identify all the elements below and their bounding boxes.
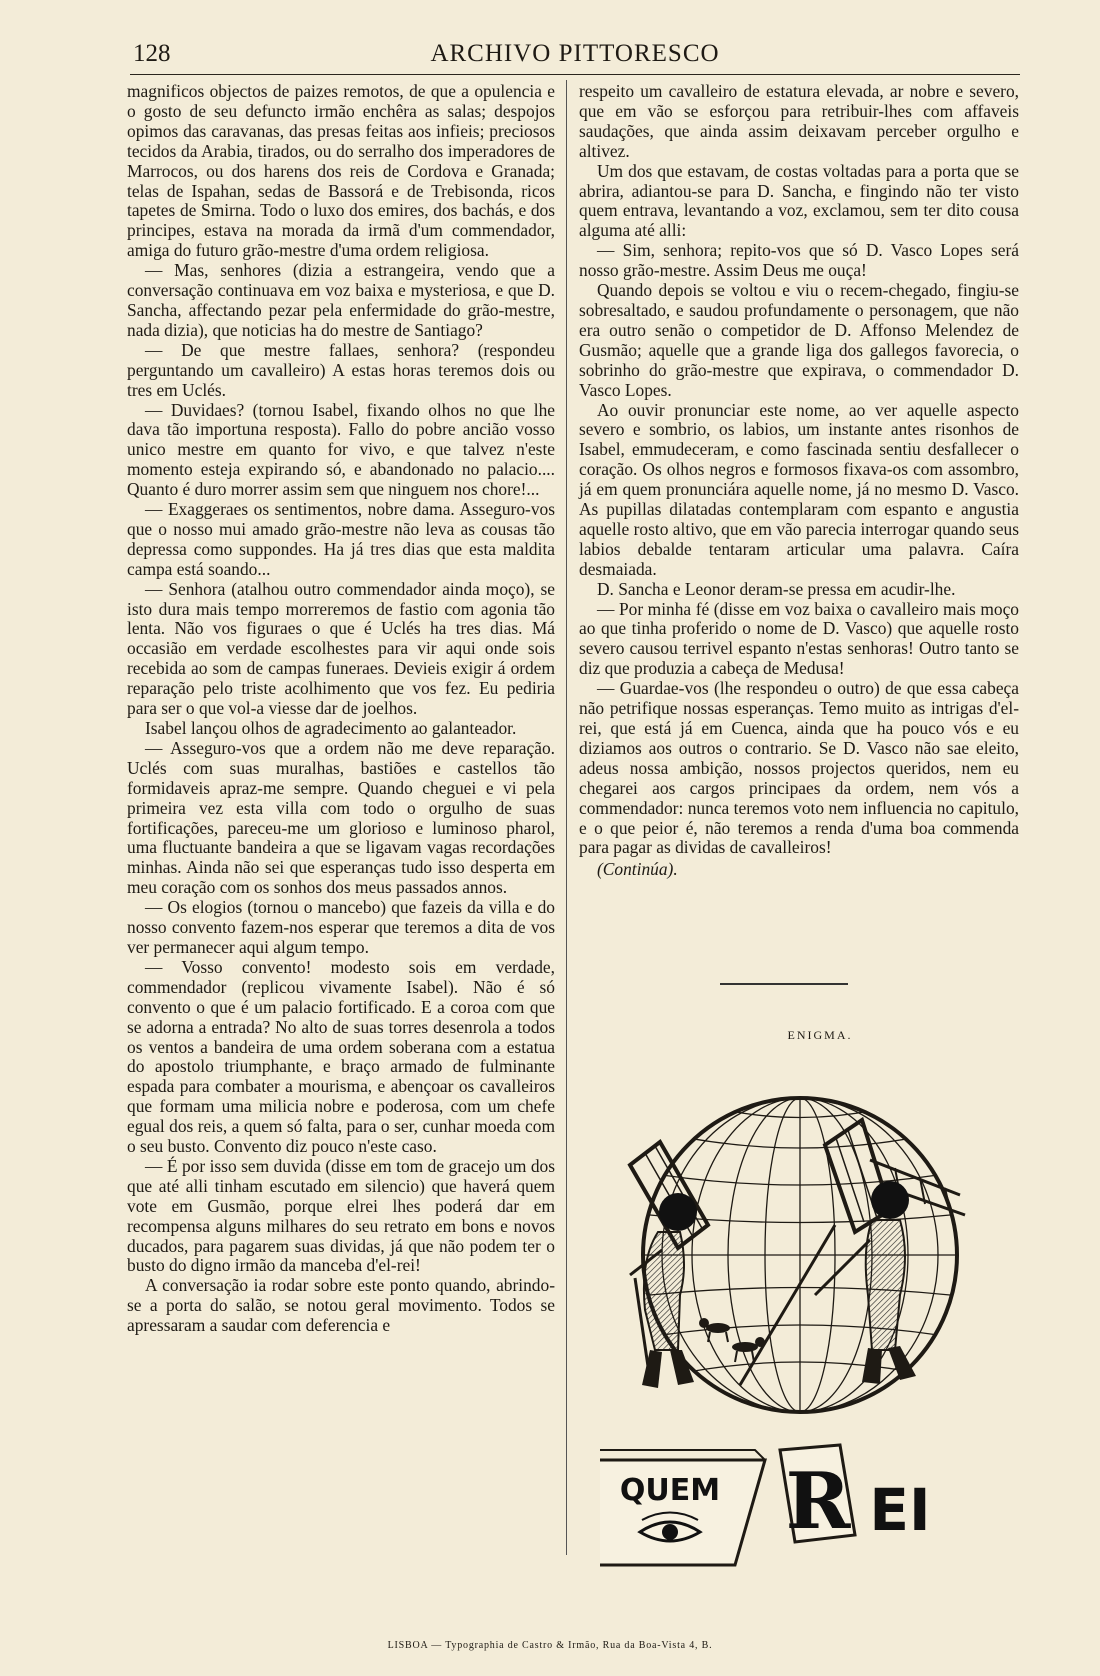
footer-imprint: LISBOA — Typographia de Castro & Irmão, Rua da Boa-Vista 4, B. xyxy=(387,1640,713,1651)
paragraph: — Guardae-vos (lhe respondeu o outro) de que essa cabeça não petrifique nossas esperanças. Temo muito as intrigas d'el-rei, que está já em Cuenca, ainda que ha pouco vós e eu diziamos aos outros o contrario. Se D. Vasco não sae eleito, adeus nossa ambição, nossos projectos queridos, nem eu chegarei aos cargos principaes da ordem, nem vós a commendador: nunca teremos voto nem influencia no capitulo, e o que peior é, não teremos a renda d'uma boa commenda para pagar as dividas de cavalleiros! xyxy=(579,678,1019,858)
page-header xyxy=(130,40,1020,75)
letter-r: R xyxy=(785,1456,851,1547)
paragraph: — Os elogios (tornou o mancebo) que fazeis da villa e do nosso convento fazem-nos esperar que teremos a dita de vos ver permanecer aqui algum tempo. xyxy=(127,897,555,957)
paragraph: Ao ouvir pronunciar este nome, ao ver aquelle aspecto severo e sombrio, os labios, um instante antes risonhos de Isabel, emmudeceram, e como fascinada sentiu desfallecer o coração. Os olhos negros e formosos fixava-os com assombro, já em quem pronunciára aquelle nome, já no mesmo D. Vasco. As pupillas dilatadas contemplaram com espanto e angustia aquelle rosto altivo, que em vão parecia interrogar quando seus labios debalde tentaram articular uma palavra. Caíra desmaiada. xyxy=(579,399,1019,579)
paragraph: — Mas, senhores (dizia a estrangeira, vendo que a conversação continuava em voz baixa e mysteriosa, e que D. Sancha, affectando pezar pela enfermidade do grão-mestre, nada dizia), que noticias ha do mestre de Santiago? xyxy=(127,260,555,340)
column-divider xyxy=(566,80,567,1555)
paragraph: — Vosso convento! modesto sois em verdade, commendador (replicou vivamente Isabel). Não é só convento o que é um palacio fortificado. E a coroa com que se adorna a entrada? No alto de suas torres desenrola a todos os ventos a bandeira de uma ordem soberana com a estatua do apostolo triumphante, e braço armado de fulminante espada para combater a mourisma, e abençoar os cavalleiros que formam uma milicia nobre e poderosa, com um chefe egual dos reis, a quem só falta, para o ser, cunhar moeda com o seu busto. Convento diz pouco n'este caso. xyxy=(127,956,555,1157)
paragraph: D. Sancha e Leonor deram-se pressa em acudir-lhe. xyxy=(597,578,956,599)
page-number: 128 xyxy=(133,40,171,67)
paragraph: magnificos objectos de paizes remotos, de que a opulencia e o gosto de seu defuncto irmão enchêra as salas; despojos opimos das caravanas, das presas feitas aos infieis; preciosos tecidos da Arabia, tirados, ou do serralho dos imperadores de Marrocos, ou dos harens dos reis de Cordova e Granada; telas de Ispahan, sedas de Bassorá e de Trebisonda, ricos tapetes de Smirna. Todo o luxo dos emires, dos bachás, e dos principes, estava na morada da irmã d'um commendador, amiga do futuro grão-mestre d'uma ordem religiosa. xyxy=(127,81,555,261)
paragraph: Isabel lançou olhos de agradecimento ao galanteador. xyxy=(145,718,517,738)
right-column xyxy=(579,82,1019,952)
paragraph: — Duvidaes? (tornou Isabel, fixando olhos no que lhe dava tão importuna resposta). Fallo do pobre ancião vosso unico mestre em quanto for vivo, e que talvez n'este momento esteja expirando só, e abandonado no palacio.... Quanto é duro morrer assim sem que ninguem nos chore!... xyxy=(127,399,555,500)
paragraph: Um dos que estavam, de costas voltadas para a porta que se abrira, adiantou-se para D. Sancha, e fingindo não ter visto quem entrava, levantando a voz, exclamou, sem ter dito cousa alguma até alli: xyxy=(579,160,1019,241)
paragraph: — Exaggeraes os sentimentos, nobre dama. Asseguro-vos que o nosso mui amado grão-mestre não leva as cousas tão depressa como suppondes. Ha já tres dias que esta maldita campa está soando... xyxy=(127,499,555,579)
section-rule xyxy=(720,983,848,985)
paragraph: — Por minha fé (disse em voz baixa o cavalleiro mais moço ao que tinha proferido o nome de D. Vasco) que aquelle rosto severo causou terrivel espanto n'estas senhoras! Outro tanto se diz que produzia a cabeça de Medusa! xyxy=(579,598,1019,679)
paragraph: — É por isso sem duvida (disse em tom de gracejo um dos que até alli tinham escutado em silencio) que haverá quem vote em Gusmão, porque elrei lhes poderá dar em recompensa alguns milhares do seu retrato em bons e novos ducados, para pagarem suas dividas, já que não podem ter o busto do digno irmão da manceba d'el-rei! xyxy=(127,1155,555,1276)
paragraph: respeito um cavalleiro de estatura elevada, ar nobre e severo, que em vão se esforçou para retribuir-lhes com affaveis saudações, que ainda assim deixavam perceber orgulho e altivez. xyxy=(579,81,1019,161)
quem-card xyxy=(600,1450,765,1565)
paragraph: Quando depois se voltou e viu o recem-chegado, fingiu-se sobresaltado, e saudou profundamente o personagem, que não era outro senão o competidor de D. Affonso Melendez de Gusmão; aquelle que a grande liga dos gallegos favorecia, o sobrinho do grão-mestre que expirava, o commendador D. Vasco Lopes. xyxy=(579,280,1019,400)
paragraph: — De que mestre fallaes, senhora? (respondeu perguntando um cavalleiro) A estas horas teremos dois ou tres em Uclés. xyxy=(127,339,555,400)
paragraph: — Sim, senhora; repito-vos que só D. Vasco Lopes será nosso grão-mestre. Assim Deus me ouça! xyxy=(579,240,1019,281)
continued-note: (Continúa). xyxy=(597,859,678,880)
letter-r-card xyxy=(780,1445,855,1547)
enigma-illustration xyxy=(600,1050,1000,1600)
paragraph: A conversação ia rodar sobre este ponto quando, abrindo-se a porta do salão, se notou geral movimento. Todos se apressaram a saudar com deferencia e xyxy=(127,1275,555,1336)
left-column xyxy=(127,82,555,1562)
quem-text: QUEM xyxy=(619,1473,721,1508)
paragraph: — Senhora (atalhou outro commendador ainda moço), se isto dura mais tempo morreremos de fastio com agonia tão lenta. Não vos figuraes o que é Uclés ha tres dias. Má occasião em verdade escolhestes para vir aqui onde sois recebida ao som de campas funeraes. Devieis exigir á ordem reparação pelo triste acolhimento que vos fez. Eu pediria para ser o que vol-a viesse dar de joelhos. xyxy=(127,578,555,719)
ei-text: EI xyxy=(869,1476,931,1544)
paragraph: — Asseguro-vos que a ordem não me deve reparação. Uclés com suas muralhas, bastiões e castellos tão formidaveis apraz-me sempre. Quando cheguei e vi pela primeira vez esta villa com todo o orgulho de suas fortificações, pareceu-me um glorioso e luminoso pharol, uma fluctuante bandeira a que se ligavam vagas recordações minhas. Ainda não sei que esperanças tudo isso desperta em meu coração com os sonhos dos meus passados annos. xyxy=(127,737,555,898)
enigma-title: ENIGMA. xyxy=(787,1028,853,1042)
journal-title: ARCHIVO PITTORESCO xyxy=(430,40,720,67)
